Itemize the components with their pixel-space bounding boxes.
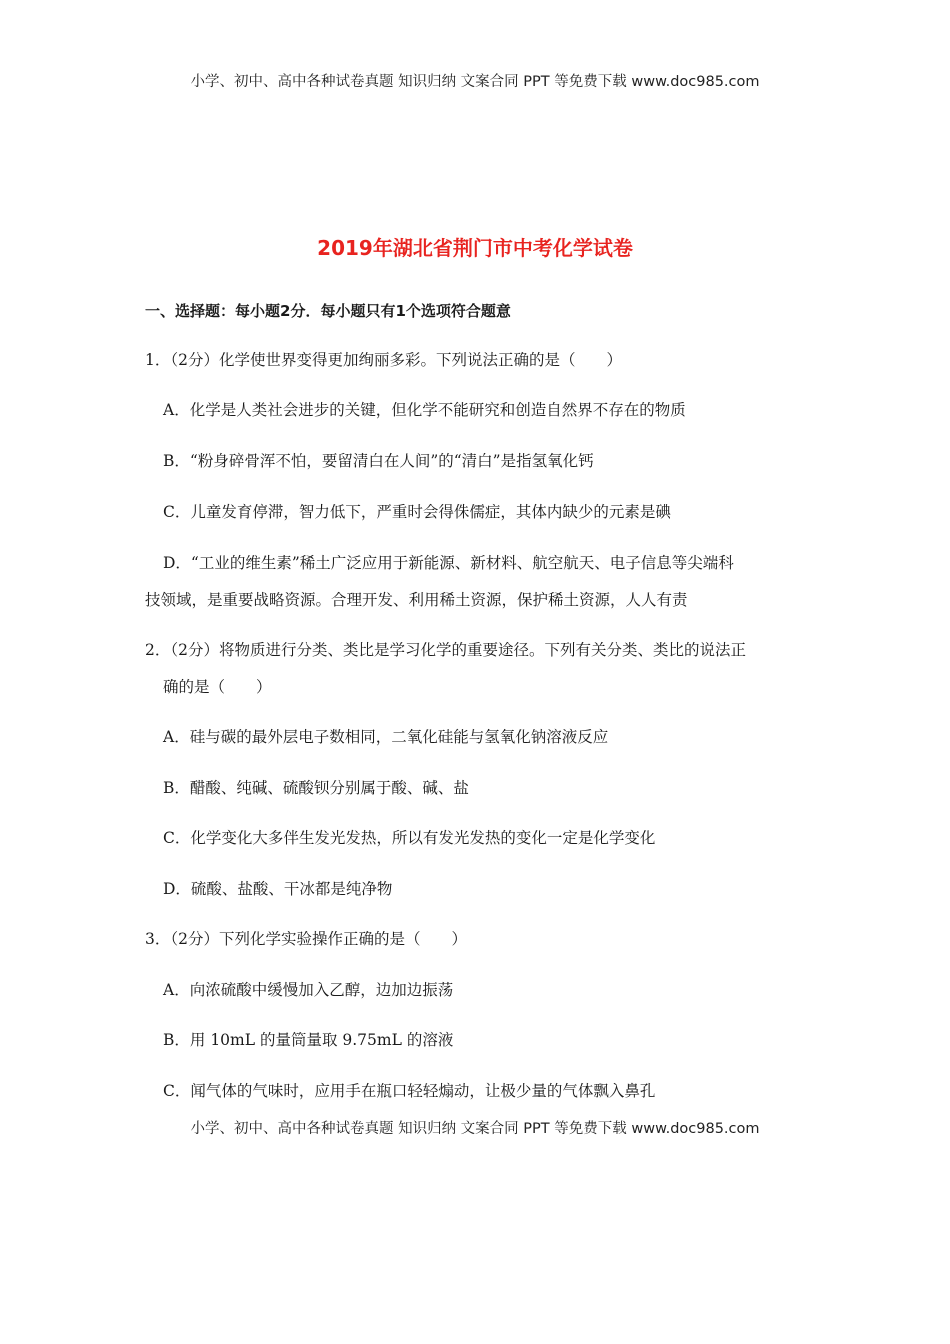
question-1-option-b: B．“粉身碎骨浑不怕，要留清白在人间”的“清白”是指氢氧化钙 <box>163 452 594 470</box>
question-2-stem-line1: 2．（2分）将物质进行分类、类比是学习化学的重要途径。下列有关分类、类比的说法正 <box>145 641 746 659</box>
question-3-option-c: C．闻气体的气味时，应用手在瓶口轻轻煽动，让极少量的气体飘入鼻孔 <box>163 1082 656 1100</box>
question-1-option-d-line1: D．“工业的维生素”稀土广泛应用于新能源、新材料、航空航天、电子信息等尖端科 <box>163 554 734 572</box>
question-2-option-c: C．化学变化大多伴生发光发热，所以有发光发热的变化一定是化学变化 <box>163 829 656 847</box>
question-1-option-d-line2: 技领域，是重要战略资源。合理开发、利用稀土资源，保护稀土资源，人人有责 <box>145 591 688 609</box>
section-heading: 一、选择题：每小题2分．每小题只有1个选项符合题意 <box>145 302 511 320</box>
exam-title: 2019年湖北省荆门市中考化学试卷 <box>317 236 633 260</box>
question-3-option-a: A．向浓硫酸中缓慢加入乙醇，边加边振荡 <box>163 981 454 999</box>
question-2-option-d: D．硫酸、盐酸、干冰都是纯净物 <box>163 880 393 898</box>
question-2-option-a: A．硅与碳的最外层电子数相同，二氧化硅能与氢氧化钠溶液反应 <box>163 728 609 746</box>
question-3-stem: 3．（2分）下列化学实验操作正确的是（ ） <box>145 930 467 948</box>
question-3-option-b: B．用 10mL 的量筒量取 9.75mL 的溶液 <box>163 1031 454 1049</box>
question-1-stem: 1．（2分）化学使世界变得更加绚丽多彩。下列说法正确的是（ ） <box>145 351 622 369</box>
question-2-stem-line2: 确的是（ ） <box>163 678 272 696</box>
page-header: 小学、初中、高中各种试卷真题 知识归纳 文案合同 PPT 等免费下载 www.doc985.com <box>190 74 760 90</box>
question-1-option-a: A．化学是人类社会进步的关键，但化学不能研究和创造自然界不存在的物质 <box>163 401 686 419</box>
question-1-option-c: C．儿童发育停滞，智力低下，严重时会得侏儒症，其体内缺少的元素是碘 <box>163 503 671 521</box>
question-2-option-b: B．醋酸、纯碱、硫酸钡分别属于酸、碱、盐 <box>163 779 469 797</box>
page-footer: 小学、初中、高中各种试卷真题 知识归纳 文案合同 PPT 等免费下载 www.doc985.com <box>190 1121 760 1137</box>
